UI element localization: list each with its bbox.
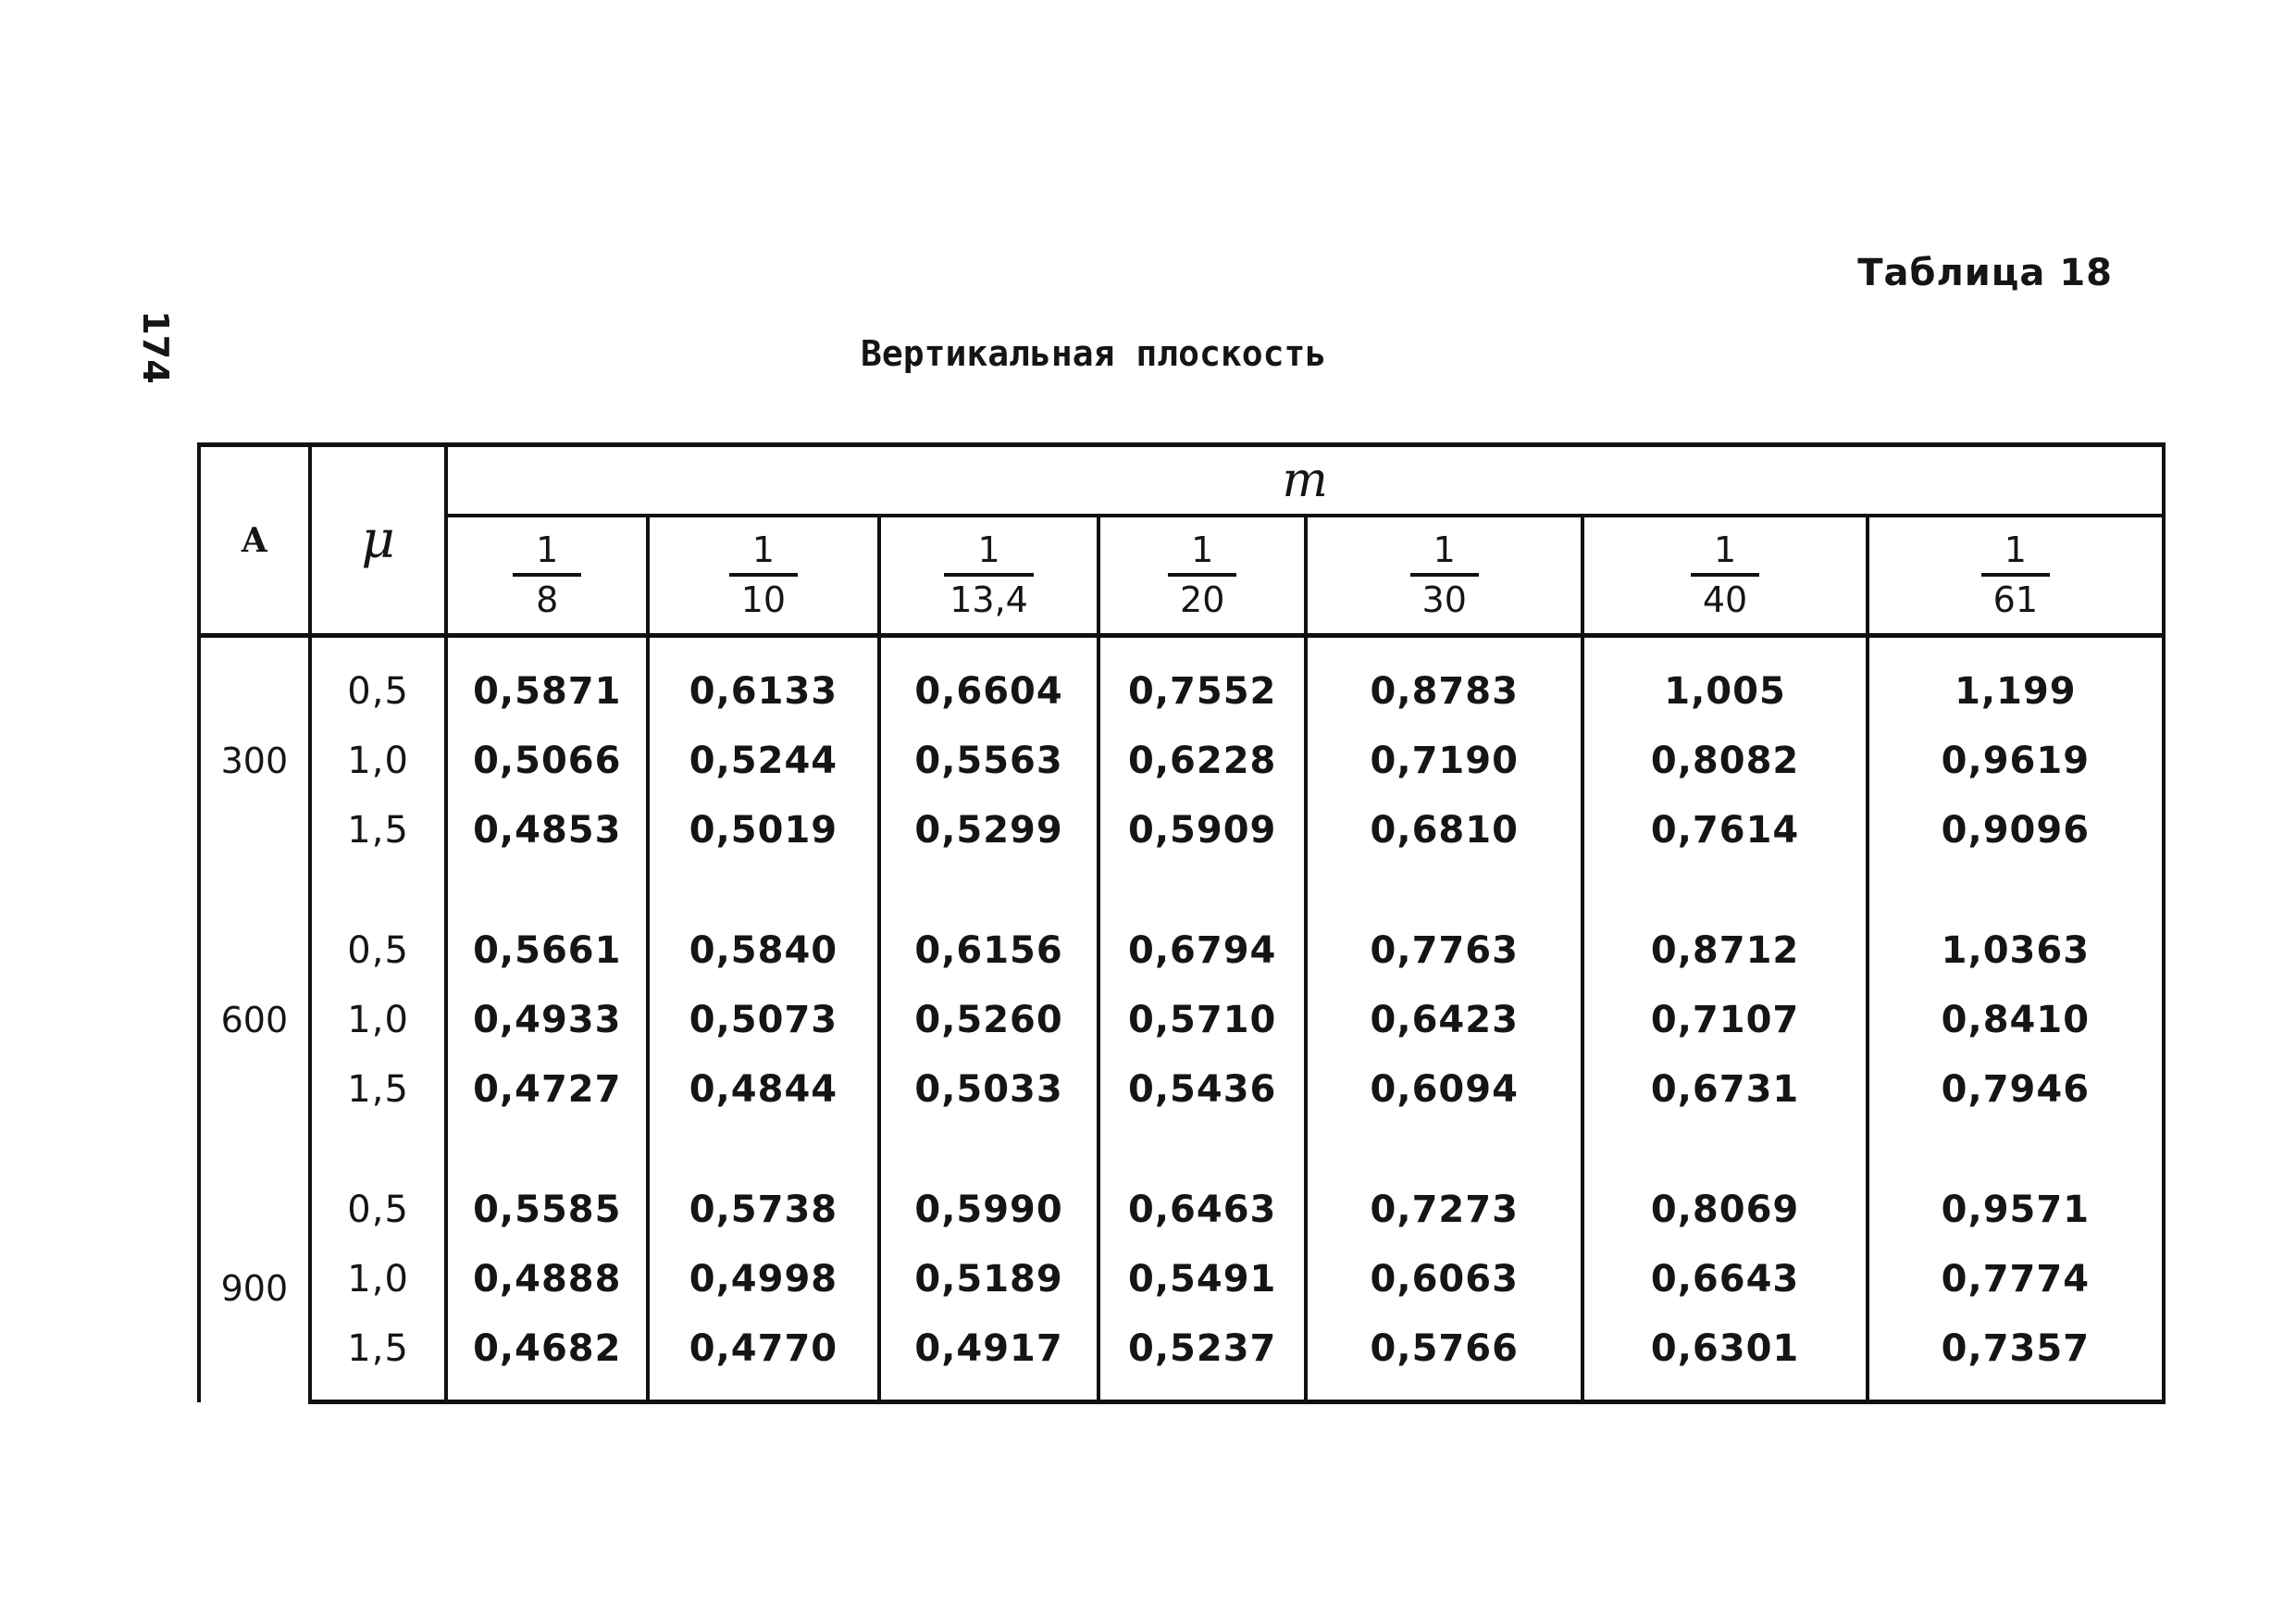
value-cell: 0,7190 — [1306, 726, 1582, 795]
value-cell: 0,9571 — [1868, 1175, 2164, 1244]
column-header-m-fraction — [648, 516, 879, 636]
fraction-denominator: 10 — [740, 579, 787, 620]
table-row — [199, 1244, 2164, 1313]
value-cell: 0,4917 — [879, 1313, 1099, 1402]
fraction-denominator: 40 — [1702, 579, 1748, 620]
table-number: Таблица 18 — [1857, 252, 2113, 294]
value-cell: 0,6094 — [1306, 1054, 1582, 1124]
fraction-numerator: 1 — [1713, 529, 1737, 570]
table-row — [199, 915, 2164, 985]
fraction — [1981, 530, 2050, 620]
value-cell: 0,5244 — [648, 726, 879, 795]
mu-value-cell: 0,5 — [310, 1175, 447, 1244]
table-caption: Вертикальная плоскость — [861, 333, 1327, 374]
column-group-m — [446, 445, 2164, 517]
table-row — [199, 985, 2164, 1054]
value-cell: 0,5033 — [879, 1054, 1099, 1124]
table-row — [199, 1054, 2164, 1124]
value-cell: 0,8082 — [1582, 726, 1867, 795]
spacer-cell — [1306, 865, 1582, 915]
column-header-a — [199, 445, 310, 636]
header-row-top — [199, 445, 2164, 517]
fraction — [1168, 530, 1236, 620]
spacer-cell — [648, 865, 879, 915]
data-table — [197, 442, 2166, 1404]
value-cell: 0,7107 — [1582, 985, 1867, 1054]
a-value-cell: 600 — [199, 915, 310, 1124]
value-cell: 0,7614 — [1582, 795, 1867, 865]
spacer-cell — [879, 1124, 1099, 1175]
value-cell: 0,5766 — [1306, 1313, 1582, 1402]
value-cell: 0,6133 — [648, 636, 879, 727]
value-cell: 0,5871 — [446, 636, 648, 727]
value-cell: 0,4844 — [648, 1054, 879, 1124]
spacer-cell — [199, 1124, 310, 1175]
value-cell: 0,8783 — [1306, 636, 1582, 727]
group-spacer-row — [199, 865, 2164, 915]
value-cell: 0,6063 — [1306, 1244, 1582, 1313]
table-row — [199, 726, 2164, 795]
value-cell: 0,4727 — [446, 1054, 648, 1124]
value-cell: 0,5491 — [1098, 1244, 1306, 1313]
spacer-cell — [1098, 865, 1306, 915]
value-cell: 0,5260 — [879, 985, 1099, 1054]
value-cell: 0,5990 — [879, 1175, 1099, 1244]
value-cell: 0,7946 — [1868, 1054, 2164, 1124]
fraction-numerator: 1 — [1433, 529, 1456, 570]
spacer-cell — [199, 865, 310, 915]
mu-value-cell: 1,5 — [310, 1054, 447, 1124]
fraction-denominator: 8 — [536, 579, 559, 620]
value-cell: 0,5563 — [879, 726, 1099, 795]
value-cell: 0,4853 — [446, 795, 648, 865]
column-header-mu — [310, 445, 447, 636]
value-cell: 0,5738 — [648, 1175, 879, 1244]
value-cell: 0,6423 — [1306, 985, 1582, 1054]
spacer-cell — [310, 1124, 447, 1175]
value-cell: 0,7357 — [1868, 1313, 2164, 1402]
fraction-denominator: 13,4 — [949, 579, 1028, 620]
value-cell: 0,7552 — [1098, 636, 1306, 727]
fraction-denominator: 61 — [1992, 579, 2039, 620]
value-cell: 0,9096 — [1868, 795, 2164, 865]
fraction — [1691, 530, 1759, 620]
value-cell: 0,5066 — [446, 726, 648, 795]
value-cell: 0,6643 — [1582, 1244, 1867, 1313]
column-header-m-fraction — [1582, 516, 1867, 636]
value-cell: 0,6604 — [879, 636, 1099, 727]
table-row — [199, 1313, 2164, 1402]
spacer-cell — [446, 1124, 648, 1175]
spacer-cell — [446, 865, 648, 915]
column-header-m-fraction — [446, 516, 648, 636]
spacer-cell — [648, 1124, 879, 1175]
group-spacer-row — [199, 1124, 2164, 1175]
value-cell: 0,5661 — [446, 915, 648, 985]
spacer-cell — [1582, 865, 1867, 915]
value-cell: 0,5909 — [1098, 795, 1306, 865]
column-header-m-fraction — [879, 516, 1099, 636]
value-cell: 0,5436 — [1098, 1054, 1306, 1124]
spacer-cell — [1306, 1124, 1582, 1175]
value-cell: 0,8410 — [1868, 985, 2164, 1054]
value-cell: 0,4998 — [648, 1244, 879, 1313]
fraction-numerator: 1 — [1191, 529, 1214, 570]
fraction-denominator: 30 — [1421, 579, 1467, 620]
column-header-m-fraction — [1868, 516, 2164, 636]
mu-value-cell: 0,5 — [310, 915, 447, 985]
value-cell: 0,6794 — [1098, 915, 1306, 985]
header-row-fractions — [199, 516, 2164, 636]
value-cell: 0,7273 — [1306, 1175, 1582, 1244]
mu-value-cell: 0,5 — [310, 636, 447, 727]
value-cell: 0,4770 — [648, 1313, 879, 1402]
spacer-cell — [1868, 865, 2164, 915]
fraction — [944, 530, 1034, 620]
fraction — [1410, 530, 1479, 620]
fraction-numerator: 1 — [536, 529, 559, 570]
value-cell: 0,7774 — [1868, 1244, 2164, 1313]
column-header-m-fraction — [1098, 516, 1306, 636]
fraction — [729, 530, 798, 620]
fraction-numerator: 1 — [977, 529, 1000, 570]
value-cell: 0,5237 — [1098, 1313, 1306, 1402]
value-cell: 0,4888 — [446, 1244, 648, 1313]
value-cell: 0,6301 — [1582, 1313, 1867, 1402]
value-cell: 1,005 — [1582, 636, 1867, 727]
table-row — [199, 636, 2164, 727]
value-cell: 0,6228 — [1098, 726, 1306, 795]
column-header-m-fraction — [1306, 516, 1582, 636]
mu-value-cell: 1,5 — [310, 795, 447, 865]
value-cell: 0,4933 — [446, 985, 648, 1054]
spacer-cell — [1868, 1124, 2164, 1175]
value-cell: 1,0363 — [1868, 915, 2164, 985]
a-value-cell: 900 — [199, 1175, 310, 1402]
table-row — [199, 1175, 2164, 1244]
value-cell: 0,5710 — [1098, 985, 1306, 1054]
spacer-cell — [1098, 1124, 1306, 1175]
column-header-mu-label: μ — [361, 510, 395, 570]
fraction — [513, 530, 581, 620]
fraction-numerator: 1 — [751, 529, 776, 570]
value-cell: 0,5299 — [879, 795, 1099, 865]
mu-value-cell: 1,0 — [310, 985, 447, 1054]
value-cell: 0,5189 — [879, 1244, 1099, 1313]
value-cell: 0,8069 — [1582, 1175, 1867, 1244]
value-cell: 0,6731 — [1582, 1054, 1867, 1124]
page-number: 174 — [135, 310, 176, 384]
a-value-cell: 300 — [199, 636, 310, 865]
value-cell: 0,5585 — [446, 1175, 648, 1244]
value-cell: 0,6810 — [1306, 795, 1582, 865]
table-row — [199, 795, 2164, 865]
spacer-cell — [1582, 1124, 1867, 1175]
mu-value-cell: 1,0 — [310, 1244, 447, 1313]
fraction-numerator: 1 — [2004, 529, 2027, 570]
value-cell: 0,4682 — [446, 1313, 648, 1402]
value-cell: 0,5019 — [648, 795, 879, 865]
column-group-m-label: m — [1282, 453, 1328, 508]
value-cell: 0,6463 — [1098, 1175, 1306, 1244]
mu-value-cell: 1,5 — [310, 1313, 447, 1402]
spacer-cell — [879, 865, 1099, 915]
value-cell: 0,5840 — [648, 915, 879, 985]
fraction-denominator: 20 — [1180, 579, 1225, 620]
value-cell: 0,6156 — [879, 915, 1099, 985]
spacer-cell — [310, 865, 447, 915]
value-cell: 0,5073 — [648, 985, 879, 1054]
value-cell: 0,8712 — [1582, 915, 1867, 985]
value-cell: 0,7763 — [1306, 915, 1582, 985]
value-cell: 1,199 — [1868, 636, 2164, 727]
value-cell: 0,9619 — [1868, 726, 2164, 795]
column-header-a-label: A — [241, 520, 267, 560]
table-body — [199, 636, 2164, 1402]
mu-value-cell: 1,0 — [310, 726, 447, 795]
